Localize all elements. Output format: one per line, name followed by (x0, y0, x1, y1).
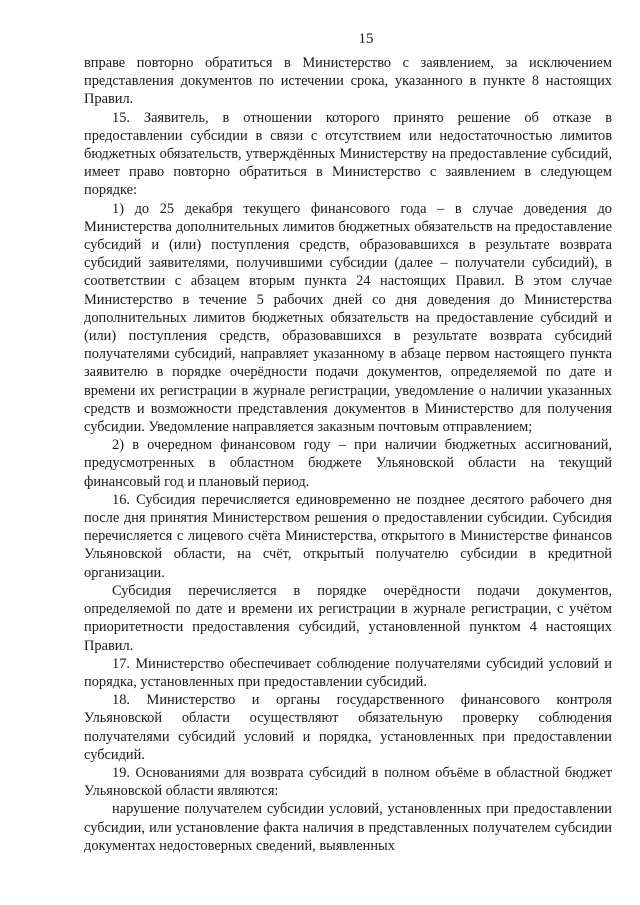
paragraph-item-15: 15. Заявитель, в отношении которого принято решение об отказе в предоставлении субсидии в связи с отсутствием или недостаточностью лимитов бюджетных обязательств, утверждённых Министерству на предоставление субсидий, имеет право повторно обратиться в Министерство с заявлением в следующем порядке: (84, 109, 612, 199)
paragraph-item-18: 18. Министерство и органы государственного финансового контроля Ульяновской области осуществляют обязательную проверку соблюдения получателями субсидий условий и порядка, установленных при предоставлении субсидий. (84, 692, 612, 763)
paragraph-item-16: 16. Субсидия перечисляется единовременно не позднее десятого рабочего дня после дня принятия Министерством решения о предоставлении субсидии. Субсидия перечисляется с лицевого счёта Министерства, открытого в Министерстве финансов Ульяновской области, на счёт, открытый получателю субсидии в кредитной организации. (84, 491, 612, 581)
paragraph-subitem-2: 2) в очередном финансовом году – при наличии бюджетных ассигнований, предусмотренных в областном бюджете Ульяновской области на текущий финансовый год и плановый период. (84, 437, 612, 490)
paragraph-item-17: 17. Министерство обеспечивает соблюдение получателями субсидий условий и порядка, установленных при предоставлении субсидий. (84, 655, 612, 690)
paragraph-continuation: вправе повторно обратиться в Министерство с заявлением, за исключением представления документов по истечении срока, указанного в пункте 8 настоящих Правил. (84, 55, 612, 108)
paragraph-item-19-grounds: нарушение получателем субсидии условий, установленных при предоставлении субсидии, или установление факта наличия в представленных получателем субсидии документах недостоверных сведений, выявленных (84, 801, 612, 854)
page-number: 15 (358, 31, 374, 47)
paragraph-item-19: 19. Основаниями для возврата субсидий в полном объёме в областной бюджет Ульяновской области являются: (84, 764, 612, 800)
paragraph-item-16-continued: Субсидия перечисляется в порядке очерёдности подачи документов, определяемой по дате и времени их регистрации в журнале регистрации, с учётом приоритетности предоставления субсидий, установленной пунктом 4 настоящих Правил. (84, 582, 612, 654)
paragraph-subitem-1: 1) до 25 декабря текущего финансового года – в случае доведения до Министерства дополнительных лимитов бюджетных обязательств на предоставление субсидий и (или) поступления средств, образовавшихся в результате возврата субсидий заявителями, получившими субсидии (далее – получатели субсидий), в соответствии с абзацем вторым пункта 24 настоящих Правил. В этом случае Министерство в течение 5 рабочих дней со дня доведения до Министерства дополнительных лимитов бюджетных обязательств на предоставление субсидий и (или) поступления средств, образовавшихся в результате возврата субсидий получателями субсидий, направляет указанному в абзаце первом настоящего пункта заявителю в порядке очерёдности подачи документов, определяемой по дате и времени их регистрации в журнале регистрации, уведомление о наличии указанных средств и возможности представления документов в Министерство для получения субсидии. Уведомление направляется заказным почтовым отправлением; (84, 200, 612, 436)
